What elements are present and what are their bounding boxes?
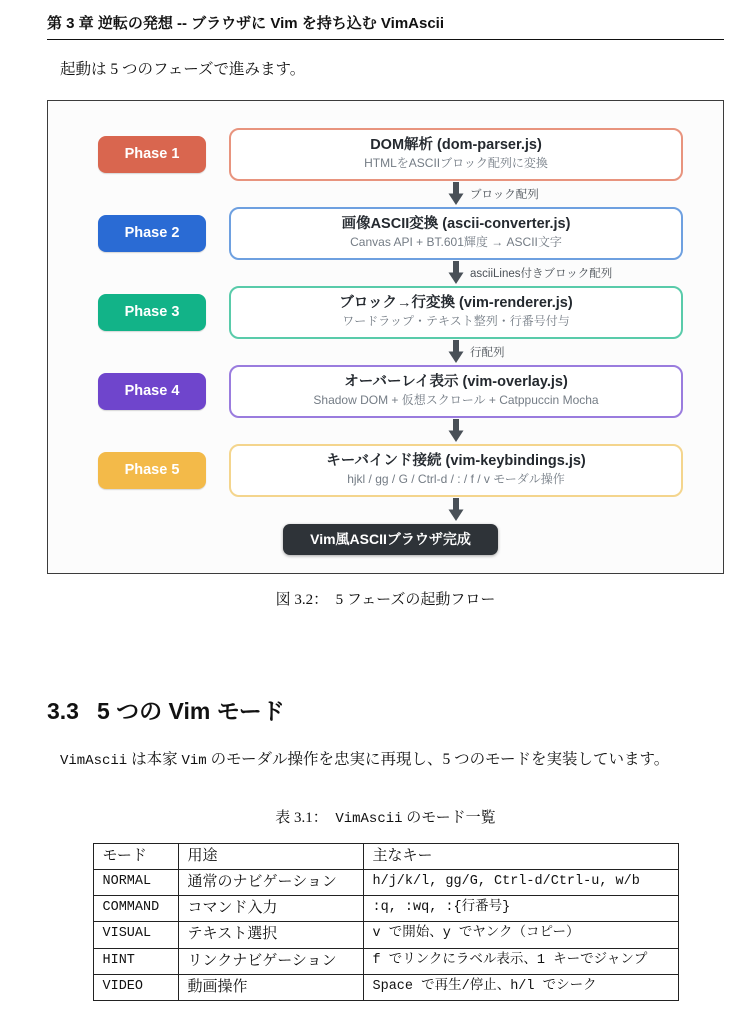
table-header-row: [93, 843, 678, 869]
final-banner-row: [98, 524, 683, 555]
phase-5-title: キーバインド接続 (vim-keybindings.js): [326, 452, 586, 469]
table-row-hint: [93, 948, 678, 974]
cell-keys: :q, :wq, :{行番号}: [363, 896, 678, 922]
table-row-video: [93, 974, 678, 1000]
inline-code: Vim: [181, 752, 207, 769]
cell-mode: HINT: [93, 948, 178, 974]
phase-1-subtitle: HTMLをASCIIブロック配列に変換: [364, 156, 548, 171]
arrow-label-3: 行配列: [470, 346, 505, 359]
body-paragraph: [47, 748, 724, 772]
phase-3-badge: Phase 3: [98, 294, 206, 331]
flow-arrow-row-1: [229, 182, 683, 206]
table-row-normal: [93, 869, 678, 895]
phase-3-title: ブロック→行変換 (vim-renderer.js): [339, 294, 573, 311]
cell-keys: h/j/k/l, gg/G, Ctrl-d/Ctrl-u, w/b: [363, 869, 678, 895]
flow-arrow-row-2: [229, 261, 683, 285]
table-caption: [47, 806, 724, 827]
cell-keys: v で開始、y でヤンク（コピー）: [363, 922, 678, 948]
header-mode: モード: [93, 843, 178, 869]
cell-mode: VISUAL: [93, 922, 178, 948]
phase-2-badge: Phase 2: [98, 215, 206, 252]
cell-mode: VIDEO: [93, 974, 178, 1000]
flow-arrow-row-5: [229, 498, 683, 522]
phase-1-title: DOM解析 (dom-parser.js): [370, 136, 542, 153]
paragraph-text: は本家: [127, 750, 182, 768]
section-heading: [47, 693, 724, 726]
phase-4-title: オーバーレイ表示 (vim-overlay.js): [344, 373, 568, 390]
figure-caption: 図 3.2： 5 フェーズの起動フロー: [275, 591, 496, 608]
header-keys: 主なキー: [363, 843, 678, 869]
inline-code: VimAscii: [60, 752, 128, 769]
cell-mode: COMMAND: [93, 896, 178, 922]
phase-4-badge: Phase 4: [98, 373, 206, 410]
cell-usage: テキスト選択: [178, 922, 363, 948]
down-arrow-icon: [448, 498, 464, 521]
cell-usage: リンクナビゲーション: [178, 948, 363, 974]
phase-row-5: [98, 443, 683, 498]
table-caption-prefix: 表 3.1：: [275, 809, 336, 826]
cell-mode: NORMAL: [93, 869, 178, 895]
phase-3-box: [229, 286, 683, 339]
flow-arrow-row-4: [229, 419, 683, 443]
phase-2-subtitle: Canvas API + BT.601輝度 → ASCII文字: [350, 235, 562, 250]
phase-row-4: [98, 364, 683, 419]
cell-usage: 動画操作: [178, 974, 363, 1000]
cell-keys: Space で再生/停止、h/l でシーク: [363, 974, 678, 1000]
modes-table: [93, 843, 679, 1002]
cell-usage: 通常のナビゲーション: [178, 869, 363, 895]
section-number: 3.3: [47, 697, 79, 724]
phase-row-1: [98, 127, 683, 182]
startup-flow-figure: [47, 100, 724, 574]
phase-2-title: 画像ASCII変換 (ascii-converter.js): [341, 215, 571, 232]
arrow-label-2: asciiLines付きブロック配列: [470, 267, 613, 280]
inline-code: VimAscii: [335, 810, 403, 827]
flow-arrow-row-3: [229, 340, 683, 364]
intro-paragraph: 起動は 5 つのフェーズで進みます。: [60, 61, 306, 79]
phase-3-subtitle: ワードラップ・テキスト整列・行番号付与: [342, 314, 570, 329]
down-arrow-icon: [448, 182, 464, 205]
final-banner: Vim風ASCIIブラウザ完成: [283, 524, 498, 555]
phase-2-box: [229, 207, 683, 260]
cell-usage: コマンド入力: [178, 896, 363, 922]
arrow-label-1: ブロック配列: [470, 188, 539, 201]
table-caption-suffix: のモード一覧: [402, 809, 496, 826]
phase-4-box: [229, 365, 683, 418]
phase-4-subtitle: Shadow DOM + 仮想スクロール + Catppuccin Mocha: [313, 393, 599, 408]
phase-row-2: [98, 206, 683, 261]
down-arrow-icon: [448, 340, 464, 363]
down-arrow-icon: [448, 261, 464, 284]
chapter-header: [47, 14, 724, 40]
paragraph-text: のモーダル操作を忠実に再現し、5 つのモードを実装しています。: [206, 750, 670, 768]
table-row-visual: [93, 922, 678, 948]
phase-5-subtitle: hjkl / gg / G / Ctrl-d / : / f / v モーダル操作: [347, 472, 565, 487]
section-title: 5 つの Vim モード: [96, 697, 285, 724]
phase-1-badge: Phase 1: [98, 136, 206, 173]
phase-row-3: [98, 285, 683, 340]
phase-5-box: [229, 444, 683, 497]
down-arrow-icon: [448, 419, 464, 442]
phase-5-badge: Phase 5: [98, 452, 206, 489]
cell-keys: f でリンクにラベル表示、1 キーでジャンプ: [363, 948, 678, 974]
header-usage: 用途: [178, 843, 363, 869]
table-row-command: [93, 896, 678, 922]
phase-1-box: [229, 128, 683, 181]
chapter-header-text: 第 3 章 逆転の発想 -- ブラウザに Vim を持ち込む VimAscii: [47, 15, 445, 32]
